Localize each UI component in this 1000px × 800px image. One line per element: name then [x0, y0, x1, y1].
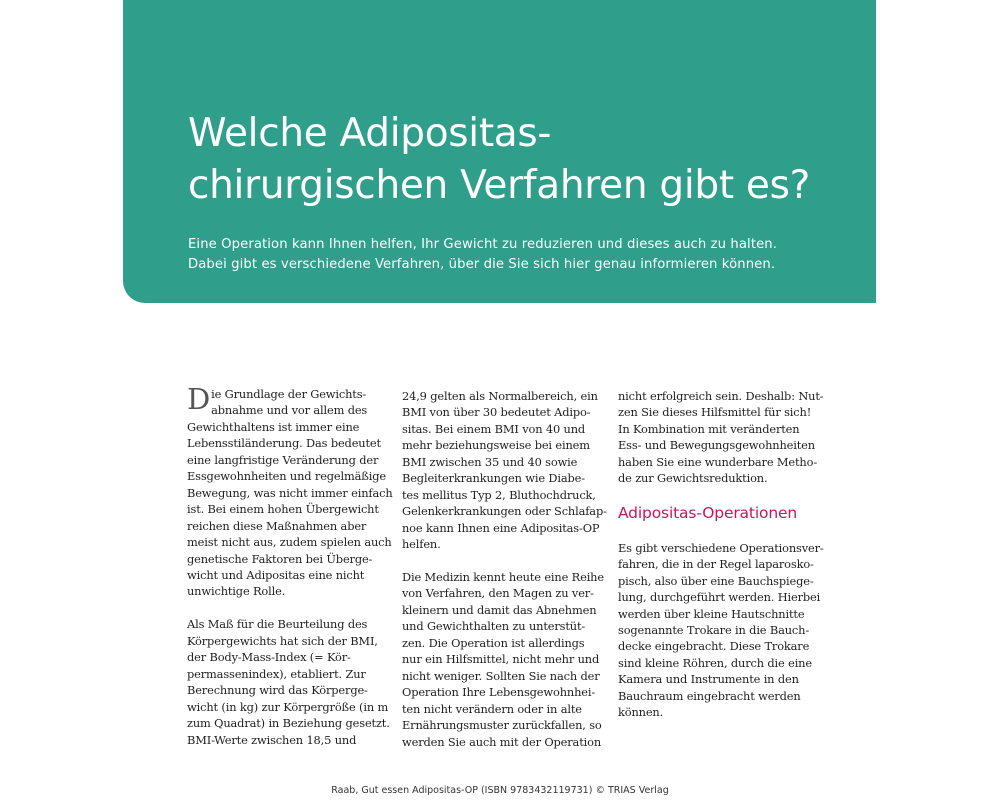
text-line: ist. Bei einem hohen Übergewicht: [187, 502, 379, 517]
text-line: der Body-Mass-Index (= Kör-: [187, 650, 351, 665]
intro-line: Dabei gibt es verschiedene Verfahren, über die Sie sich hier genau informieren können.: [188, 257, 776, 272]
text-line: Gewichthaltens ist immer eine: [187, 419, 360, 434]
text-line: decke eingebracht. Diese Trokare: [618, 639, 810, 654]
paragraph: [402, 569, 604, 750]
text-line: unwichtige Rolle.: [187, 584, 286, 599]
text-line: pisch, also über eine Bauchspiege-: [618, 573, 814, 588]
text-line: Begleiterkrankungen wie Diabe-: [402, 471, 585, 486]
text-line: Körpergewichts hat sich der BMI,: [187, 633, 378, 648]
text-line: werden Sie auch mit der Operation: [402, 734, 602, 749]
text-line: fahren, die in der Regel laparosko-: [618, 557, 814, 572]
text-line: abnahme und vor allem des: [211, 403, 368, 418]
text-line: Ess- und Bewegungsgewohnheiten: [618, 438, 815, 453]
text-line: genetische Faktoren bei Überge-: [187, 551, 373, 566]
paragraph: [187, 382, 393, 600]
text-line: In Kombination mit veränderten: [618, 421, 800, 436]
text-line: kleinern und damit das Abnehmen: [402, 602, 597, 617]
paragraph-gap: [187, 600, 383, 616]
text-line: eine langfristige Veränderung der: [187, 452, 379, 467]
text-line: Ernährungsmuster zurückfallen, so: [402, 718, 602, 733]
text-line: Lebensstiländerung. Das bedeutet: [187, 436, 381, 451]
text-line: permassenindex), etabliert. Zur: [187, 666, 366, 681]
text-line: und Gewichthalten zu unterstüt-: [402, 619, 586, 634]
text-line: werden über kleine Hautschnitte: [618, 606, 805, 621]
text-line: nicht weniger. Sollten Sie nach der: [402, 668, 600, 683]
text-line: Bauchraum eingebracht werden: [618, 688, 801, 703]
text-line: Bewegung, was nicht immer einfach: [187, 485, 393, 500]
text-line: können.: [618, 705, 664, 720]
text-line: tes mellitus Typ 2, Bluthochdruck,: [402, 487, 596, 502]
text-line: de zur Gewichtsreduktion.: [618, 471, 768, 486]
text-line: zum Quadrat) in Beziehung gesetzt.: [187, 716, 390, 731]
paragraph: [618, 388, 824, 487]
text-line: Gelenkerkrankungen oder Schlafap-: [402, 504, 607, 519]
title-line: Welche Adipositas-: [188, 111, 552, 156]
text-line: haben Sie eine wunderbare Metho-: [618, 454, 818, 469]
text-line: Berechnung wird das Körperge-: [187, 683, 368, 698]
text-line: wicht und Adipositas eine nicht: [187, 567, 365, 582]
text-line: Es gibt verschiedene Operationsver-: [618, 540, 824, 555]
text-column-2: [402, 388, 607, 750]
header-banner: [123, 0, 876, 303]
text-line: 24,9 gelten als Normalbereich, ein: [402, 389, 598, 403]
text-line: ten nicht verändern oder in alte: [402, 701, 582, 716]
text-line: sogenannte Trokare in die Bauch-: [618, 622, 810, 637]
text-line: Operation Ihre Lebensgewohnhei-: [402, 685, 596, 700]
intro-text: [188, 235, 777, 275]
text-line: zen Sie dieses Hilfsmittel für sich!: [618, 405, 812, 420]
text-line: lung, durchgeführt werden. Hierbei: [618, 590, 821, 605]
paragraph: [187, 616, 390, 748]
text-line: sind kleine Röhren, durch die eine: [618, 655, 812, 670]
text-line: noe kann Ihnen eine Adipositas-OP: [402, 520, 600, 535]
text-column-1: [187, 382, 393, 748]
text-line: nicht erfolgreich sein. Deshalb: Nut-: [618, 389, 824, 403]
footer-citation: Raab, Gut essen Adipositas-OP (ISBN 9783432119731) © TRIAS Verlag: [331, 785, 669, 796]
drop-cap: D: [187, 382, 211, 416]
title-line: chirurgischen Verfahren gibt es?: [188, 163, 811, 208]
text-line: Als Maß für die Beurteilung des: [187, 617, 368, 632]
intro-line: Eine Operation kann Ihnen helfen, Ihr Gewicht zu reduzieren und dieses auch zu halten.: [188, 237, 778, 252]
text-line: zen. Die Operation ist allerdings: [402, 635, 585, 650]
text-line: ie Grundlage der Gewichts-: [211, 387, 367, 401]
text-line: von Verfahren, den Magen zu ver-: [402, 586, 594, 601]
text-line: BMI von über 30 bedeutet Adipo-: [402, 405, 591, 420]
text-line: Essgewohnheiten und regelmäßige: [187, 469, 386, 484]
text-line: helfen.: [402, 537, 441, 552]
text-line: Kamera und Instrumente in den: [618, 672, 799, 687]
text-line: wicht (in kg) zur Körpergröße (in m: [187, 699, 389, 714]
text-line: mehr beziehungsweise bei einem: [402, 438, 590, 453]
paragraph: [618, 540, 824, 721]
page-title: [188, 108, 810, 212]
text-line: meist nicht aus, zudem spielen auch: [187, 535, 392, 550]
paragraph-gap: [402, 553, 598, 569]
text-line: reichen diese Maßnahmen aber: [187, 518, 367, 533]
paragraph: [402, 388, 607, 553]
section-heading: Adipositas-Operationen: [618, 503, 798, 522]
text-column-3: [618, 388, 824, 721]
text-line: Die Medizin kennt heute eine Reihe: [402, 569, 604, 584]
text-line: BMI-Werte zwischen 18,5 und: [187, 732, 357, 747]
text-line: BMI zwischen 35 und 40 sowie: [402, 454, 578, 469]
text-line: sitas. Bei einem BMI von 40 und: [402, 421, 586, 436]
text-line: nur ein Hilfsmittel, nicht mehr und: [402, 652, 600, 667]
